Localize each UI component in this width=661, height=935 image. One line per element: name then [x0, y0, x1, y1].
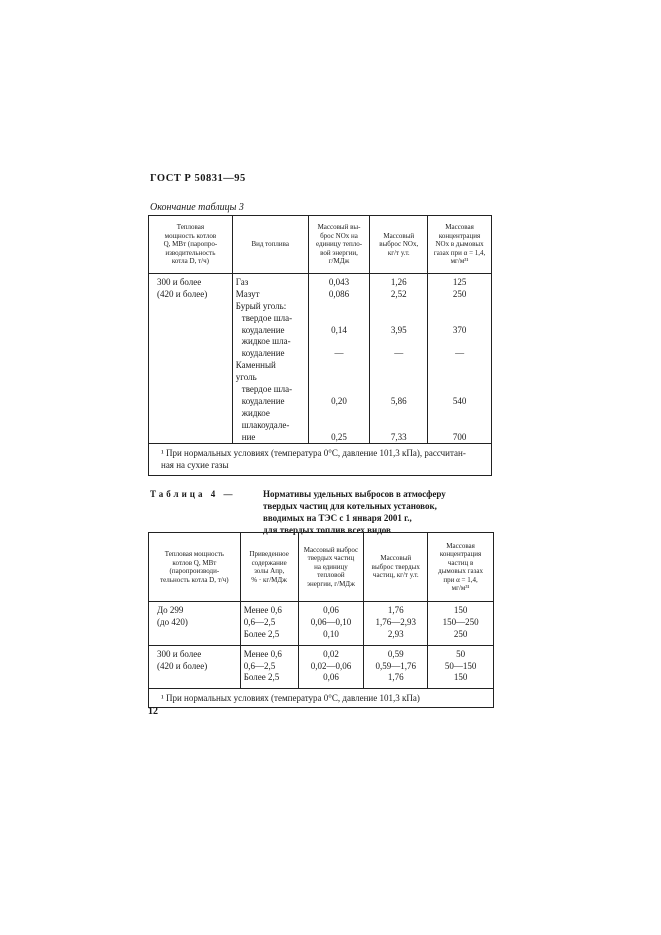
nox-energy-value: 0,086: [328, 288, 350, 299]
nox-conc-value: 125: [452, 277, 467, 287]
nox-mass-value: —: [394, 348, 404, 359]
header-line: Тепловая: [176, 223, 205, 232]
table4-conc-cell: [428, 602, 494, 646]
header-line: на единицу: [314, 562, 348, 571]
table4-conc-value: 150: [453, 605, 468, 615]
table3-col-header: [149, 216, 233, 274]
header-line: Массовый вы-: [317, 223, 361, 232]
header-line: выброс твердых: [371, 562, 420, 571]
table4-label: Таблица 4 —: [150, 489, 236, 499]
header-line: NOx в дымовых: [435, 240, 484, 249]
table4-energy-value: 0,10: [323, 628, 339, 639]
header-line: твердых частиц: [307, 554, 355, 563]
nox-mass-value: [370, 336, 427, 348]
header-line: частиц, кг/т у.т.: [372, 571, 419, 580]
header-line: мг/м³¹: [450, 257, 469, 266]
table4-conc-value: 250: [453, 628, 468, 639]
table4-ash-cell: [240, 645, 298, 689]
table4-mass-value: 1,76: [387, 672, 404, 683]
table4-title-line: Нормативы удельных выбросов в атмосферу: [263, 489, 446, 499]
table4-conc-value: 150: [453, 672, 468, 683]
fuel-type-line: жидкое: [241, 407, 270, 418]
table4-energy-value: 0,06: [323, 605, 339, 615]
table4-title: [150, 488, 446, 535]
header-line: Q, МВт (паропро-: [163, 240, 218, 249]
fuel-type-line: Газ: [235, 277, 249, 287]
table4-ash-value: Менее 0,6: [243, 605, 282, 615]
table4-ash-value: Менее 0,6: [243, 648, 282, 659]
table4-energy-cell: [298, 602, 364, 646]
header-line: газах при α = 1,4,: [433, 248, 486, 257]
table3-col-header: [428, 216, 492, 274]
page-number: 12: [148, 706, 158, 717]
table4-ash-value: 0,6—2,5: [243, 660, 276, 671]
table4-mass-cell: [364, 602, 428, 646]
table4-title-line: для твердых топлив всех видов: [263, 525, 391, 535]
nox-mass-value: [370, 360, 427, 372]
header-line: концентрация: [439, 550, 482, 558]
nox-energy-value: [309, 408, 370, 420]
nox-energy-value: [309, 301, 370, 313]
table4-footnote-row: [149, 689, 494, 708]
nox-energy-value: [309, 372, 370, 384]
header-line: Массовый: [383, 231, 415, 240]
nox-energy-value: 0,043: [328, 277, 350, 287]
table4-col-header: [240, 533, 298, 602]
table3-footnote: [149, 444, 492, 476]
fuel-type-line: шлакоудале-: [241, 419, 290, 430]
table3-nox-conc-cell: [428, 274, 492, 444]
header-line: частиц в: [447, 558, 474, 567]
table3-power-cell: [149, 274, 233, 444]
fuel-type-line: жидкое шла-: [241, 336, 291, 347]
header-line: вой энергии,: [320, 248, 358, 257]
table4-col-header: [298, 533, 364, 602]
document-header: ГОСТ Р 50831—95: [150, 173, 246, 184]
table4-conc-cell: [428, 645, 494, 689]
fuel-type-line: ние: [241, 431, 256, 442]
table4-mass-cell: [364, 645, 428, 689]
table4-ash-cell: [240, 602, 298, 646]
nox-conc-value: [428, 384, 491, 396]
header-line: мг/м³¹: [451, 584, 470, 592]
header-line: выброс NOx,: [379, 240, 419, 249]
header-line: дымовых газах: [438, 567, 483, 575]
nox-energy-value: [309, 420, 370, 432]
table3-nox-mass-cell: [370, 274, 428, 444]
fuel-type-line: коудаление: [241, 348, 285, 359]
table3-header-row: [149, 216, 492, 274]
header-line: энергии, г/МДж: [307, 579, 355, 588]
header-line: мощность котлов: [164, 231, 217, 240]
table3: [148, 215, 492, 476]
table3-fuel-cell: [232, 274, 308, 444]
table4-energy-value: 0,06—0,10: [310, 616, 352, 627]
table4-ash-value: Более 2,5: [243, 628, 280, 639]
table4-energy-cell: [298, 645, 364, 689]
nox-energy-value: 0,14: [331, 324, 347, 335]
nox-conc-value: 700: [452, 431, 467, 442]
table4-header-row: [149, 533, 494, 602]
nox-conc-value: [428, 372, 491, 384]
table4-conc-value: 50—150: [444, 660, 477, 671]
table4-col-header: [364, 533, 428, 602]
nox-mass-value: [370, 372, 427, 384]
table4-ash-value: Более 2,5: [243, 672, 280, 683]
table4-ash-value: 0,6—2,5: [243, 616, 276, 627]
nox-energy-value: 0,20: [331, 395, 347, 406]
footnote-line: ¹ При нормальных условиях (температура 0°С, давление 101,3 кПа): [161, 693, 420, 704]
header-line: концентрация: [438, 231, 481, 240]
table3-footnote-row: [149, 444, 492, 476]
table4-conc-value: 150—250: [442, 616, 479, 627]
table4-power-value: До 299: [157, 605, 184, 615]
nox-mass-value: 5,86: [390, 395, 407, 406]
nox-mass-value: 3,95: [390, 324, 407, 335]
fuel-type-line: коудаление: [241, 395, 285, 406]
nox-conc-value: —: [455, 348, 465, 359]
table3-nox-energy-cell: [308, 274, 370, 444]
nox-mass-value: 2,52: [390, 288, 407, 299]
table4-conc-value: 50: [456, 648, 466, 659]
nox-mass-value: [370, 408, 427, 420]
fuel-type-line: твердое шла-: [241, 384, 293, 395]
header-line: при α = 1,4,: [443, 575, 478, 584]
table4-mass-value: 0,59—1,76: [375, 660, 416, 671]
table3-col-header: [232, 216, 308, 274]
header-line: Приведенное: [249, 550, 289, 558]
nox-conc-value: [428, 360, 491, 372]
nox-energy-value: [309, 384, 370, 396]
nox-energy-value: [309, 336, 370, 348]
table4-mass-value: 1,76—2,93: [375, 616, 416, 627]
fuel-type-line: Бурый уголь:: [235, 300, 287, 311]
footnote-line: ¹ При нормальных условиях (температура 0°С, давление 101,3 кПа), рассчитан-: [161, 448, 466, 459]
fuel-type-line: Каменный: [235, 360, 276, 371]
table3-caption: Окончание таблицы 3: [150, 202, 244, 213]
table4-power-value: (420 и более): [157, 660, 208, 671]
table4-title-line: вводимых на ТЭС с 1 января 2001 г.,: [263, 513, 412, 523]
fuel-type-line: коудаление: [241, 324, 285, 335]
header-line: золы Aпр,: [254, 567, 285, 575]
nox-conc-value: [428, 313, 491, 325]
fuel-type-line: Мазут: [235, 288, 260, 299]
header-line: (паропроизводи-: [169, 567, 220, 575]
power-line: (420 и более): [157, 288, 208, 299]
nox-mass-value: 7,33: [390, 431, 407, 442]
footnote-line: ная на сухие газы: [161, 460, 229, 471]
header-line: тепловой: [317, 571, 345, 580]
nox-conc-value: 370: [452, 324, 467, 335]
table4-power-cell: [149, 602, 241, 646]
fuel-type-line: твердое шла-: [241, 312, 293, 323]
nox-mass-value: [370, 420, 427, 432]
header-line: котла D, т/ч): [171, 257, 209, 266]
table4-power-value: 300 и более: [157, 648, 202, 659]
header-line: Тепловая мощность: [164, 550, 224, 558]
nox-energy-value: —: [334, 348, 344, 359]
header-line: котлов Q, МВт: [172, 558, 217, 567]
nox-energy-value: [309, 313, 370, 325]
table4-energy-value: 0,02—0,06: [310, 660, 352, 671]
nox-conc-value: 540: [452, 395, 467, 406]
nox-mass-value: [370, 384, 427, 396]
table4-title-line: твердых частиц для котельных установок,: [263, 501, 437, 511]
table4-power-cell: [149, 645, 241, 689]
header-line: содержание: [251, 558, 287, 567]
nox-mass-value: [370, 313, 427, 325]
table3-col-header: [308, 216, 370, 274]
nox-mass-value: 1,26: [390, 277, 407, 287]
header-line: кг/т у.т.: [387, 248, 410, 257]
header-line: тельность котла D, т/ч): [160, 575, 229, 584]
nox-conc-value: [428, 301, 491, 313]
table4-col-header: [428, 533, 494, 602]
nox-energy-value: [309, 360, 370, 372]
header-line: % · кг/МДж: [251, 575, 287, 584]
table3-col-header: [370, 216, 428, 274]
table4-power-value: (до 420): [157, 616, 188, 627]
table4: [148, 532, 494, 708]
table4-footnote: [149, 689, 494, 708]
fuel-type-line: уголь: [235, 372, 257, 383]
nox-conc-value: 250: [452, 288, 467, 299]
table4-group-row: [149, 645, 494, 689]
nox-energy-value: 0,25: [331, 431, 347, 442]
nox-conc-value: [428, 336, 491, 348]
header-line: Вид топлива: [251, 240, 289, 249]
table4-energy-value: 0,02: [323, 648, 339, 659]
nox-conc-value: [428, 420, 491, 432]
header-line: Массовый: [380, 554, 412, 563]
header-line: Массовый выброс: [303, 545, 359, 554]
nox-conc-value: [428, 408, 491, 420]
header-line: Массовая: [446, 541, 475, 550]
power-line: 300 и более: [157, 277, 202, 287]
table4-mass-value: 0,59: [387, 648, 404, 659]
header-line: единицу тепло-: [315, 240, 363, 249]
table4-energy-value: 0,06: [323, 672, 339, 683]
table4-group-row: [149, 602, 494, 646]
table4-col-header: [149, 533, 241, 602]
nox-mass-value: [370, 301, 427, 313]
header-line: г/МДж: [328, 257, 350, 266]
table4-mass-value: 2,93: [387, 628, 404, 639]
header-line: Массовая: [445, 223, 474, 232]
header-line: брос NOx на: [320, 231, 358, 240]
table4-mass-value: 1,76: [387, 605, 404, 615]
table3-body-row: [149, 274, 492, 444]
header-line: изводительность: [165, 248, 216, 257]
